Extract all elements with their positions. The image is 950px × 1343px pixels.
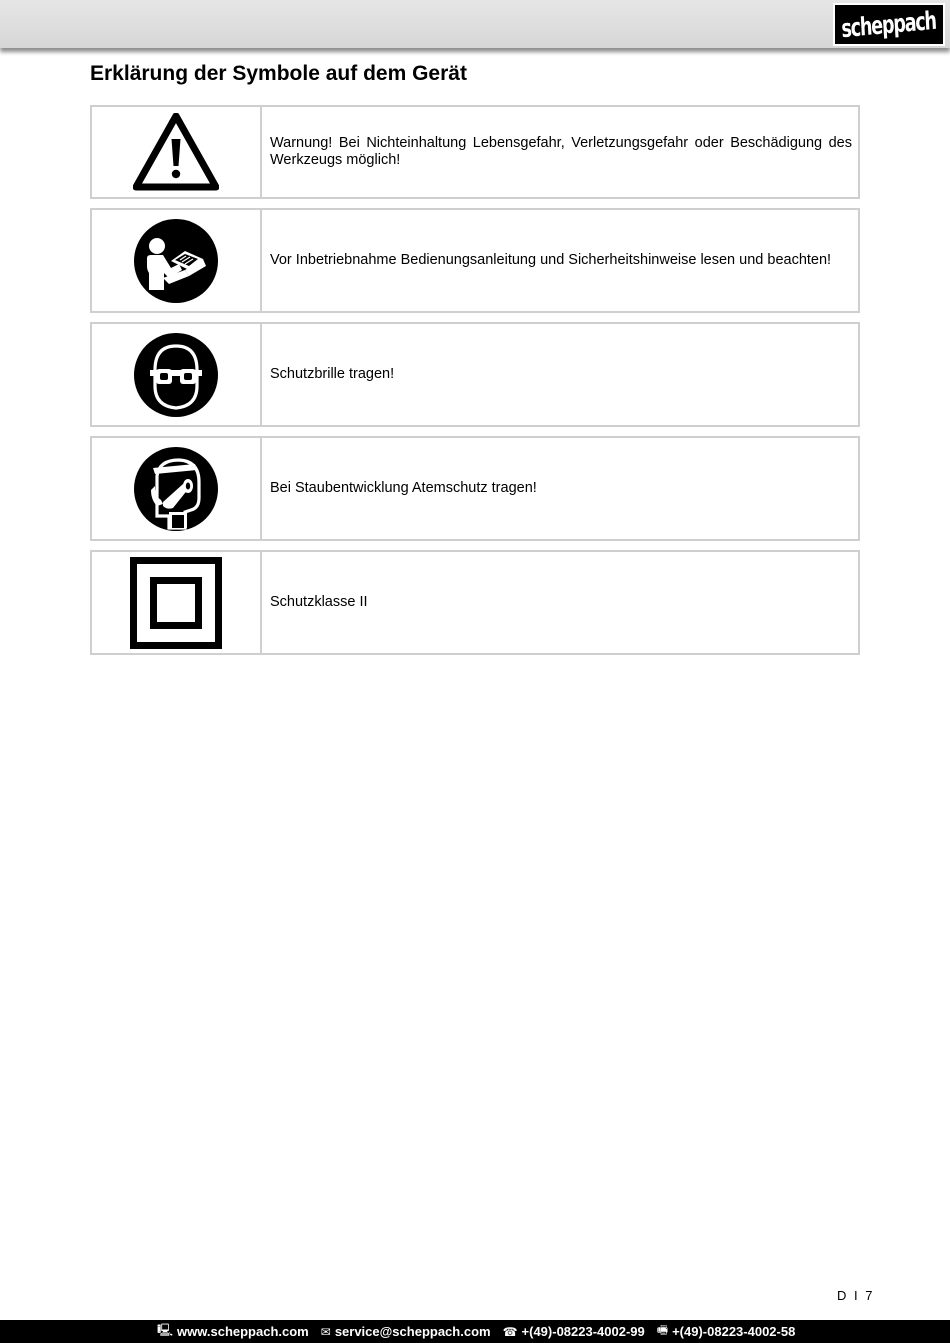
computer-icon: 🖳 bbox=[157, 1323, 174, 1337]
symbol-icon-cell bbox=[92, 324, 262, 425]
footer-bar bbox=[0, 1320, 950, 1343]
email-text: service@scheppach.com bbox=[334, 1324, 491, 1339]
page-number: D I 7 bbox=[837, 1288, 875, 1303]
scheppach-logo: scheppach bbox=[833, 3, 945, 46]
symbol-row-warning bbox=[90, 105, 860, 199]
page-title: Erklärung der Symbole auf dem Gerät bbox=[90, 62, 467, 85]
symbol-icon-cell bbox=[92, 552, 262, 653]
footer-fax bbox=[657, 1321, 796, 1342]
symbol-icon-cell bbox=[92, 438, 262, 539]
symbol-icon-cell bbox=[92, 210, 262, 311]
symbol-row-read-manual bbox=[90, 208, 860, 313]
read-manual-icon bbox=[133, 218, 219, 304]
symbol-description: Bei Staubentwicklung Atemschutz tragen! bbox=[270, 480, 537, 496]
protection-class-ii-icon bbox=[130, 557, 222, 649]
symbol-row-respirator bbox=[90, 436, 860, 541]
respirator-icon bbox=[133, 446, 219, 532]
telephone-icon: ☎ bbox=[502, 1324, 518, 1339]
symbol-description: Warnung! Bei Nichteinhaltung Lebensgefahr, Verletzungsgefahr oder Beschädigung des Werkzeugs möglich! bbox=[270, 135, 852, 168]
website-text: www.scheppach.com bbox=[177, 1324, 309, 1339]
phone-text: +(49)-08223-4002-99 bbox=[521, 1324, 645, 1339]
symbol-description: Schutzbrille tragen! bbox=[270, 366, 395, 382]
safety-goggles-icon bbox=[133, 332, 219, 418]
symbol-description: Vor Inbetriebnahme Bedienungsanleitung und Sicherheitshinweise lesen und beachten! bbox=[270, 252, 832, 268]
warning-triangle-icon bbox=[133, 113, 219, 191]
footer-phone bbox=[503, 1324, 645, 1339]
symbol-description: Schutzklasse II bbox=[270, 594, 368, 610]
fax-icon: 🖷 bbox=[656, 1323, 669, 1337]
footer-email[interactable] bbox=[321, 1324, 491, 1339]
symbol-row-goggles bbox=[90, 322, 860, 427]
header-bar bbox=[0, 0, 950, 48]
symbol-icon-cell bbox=[92, 107, 262, 197]
footer-website[interactable] bbox=[157, 1321, 309, 1342]
fax-text: +(49)-08223-4002-58 bbox=[672, 1324, 796, 1339]
symbol-row-protection-class bbox=[90, 550, 860, 655]
mail-icon: ✉ bbox=[320, 1324, 331, 1339]
